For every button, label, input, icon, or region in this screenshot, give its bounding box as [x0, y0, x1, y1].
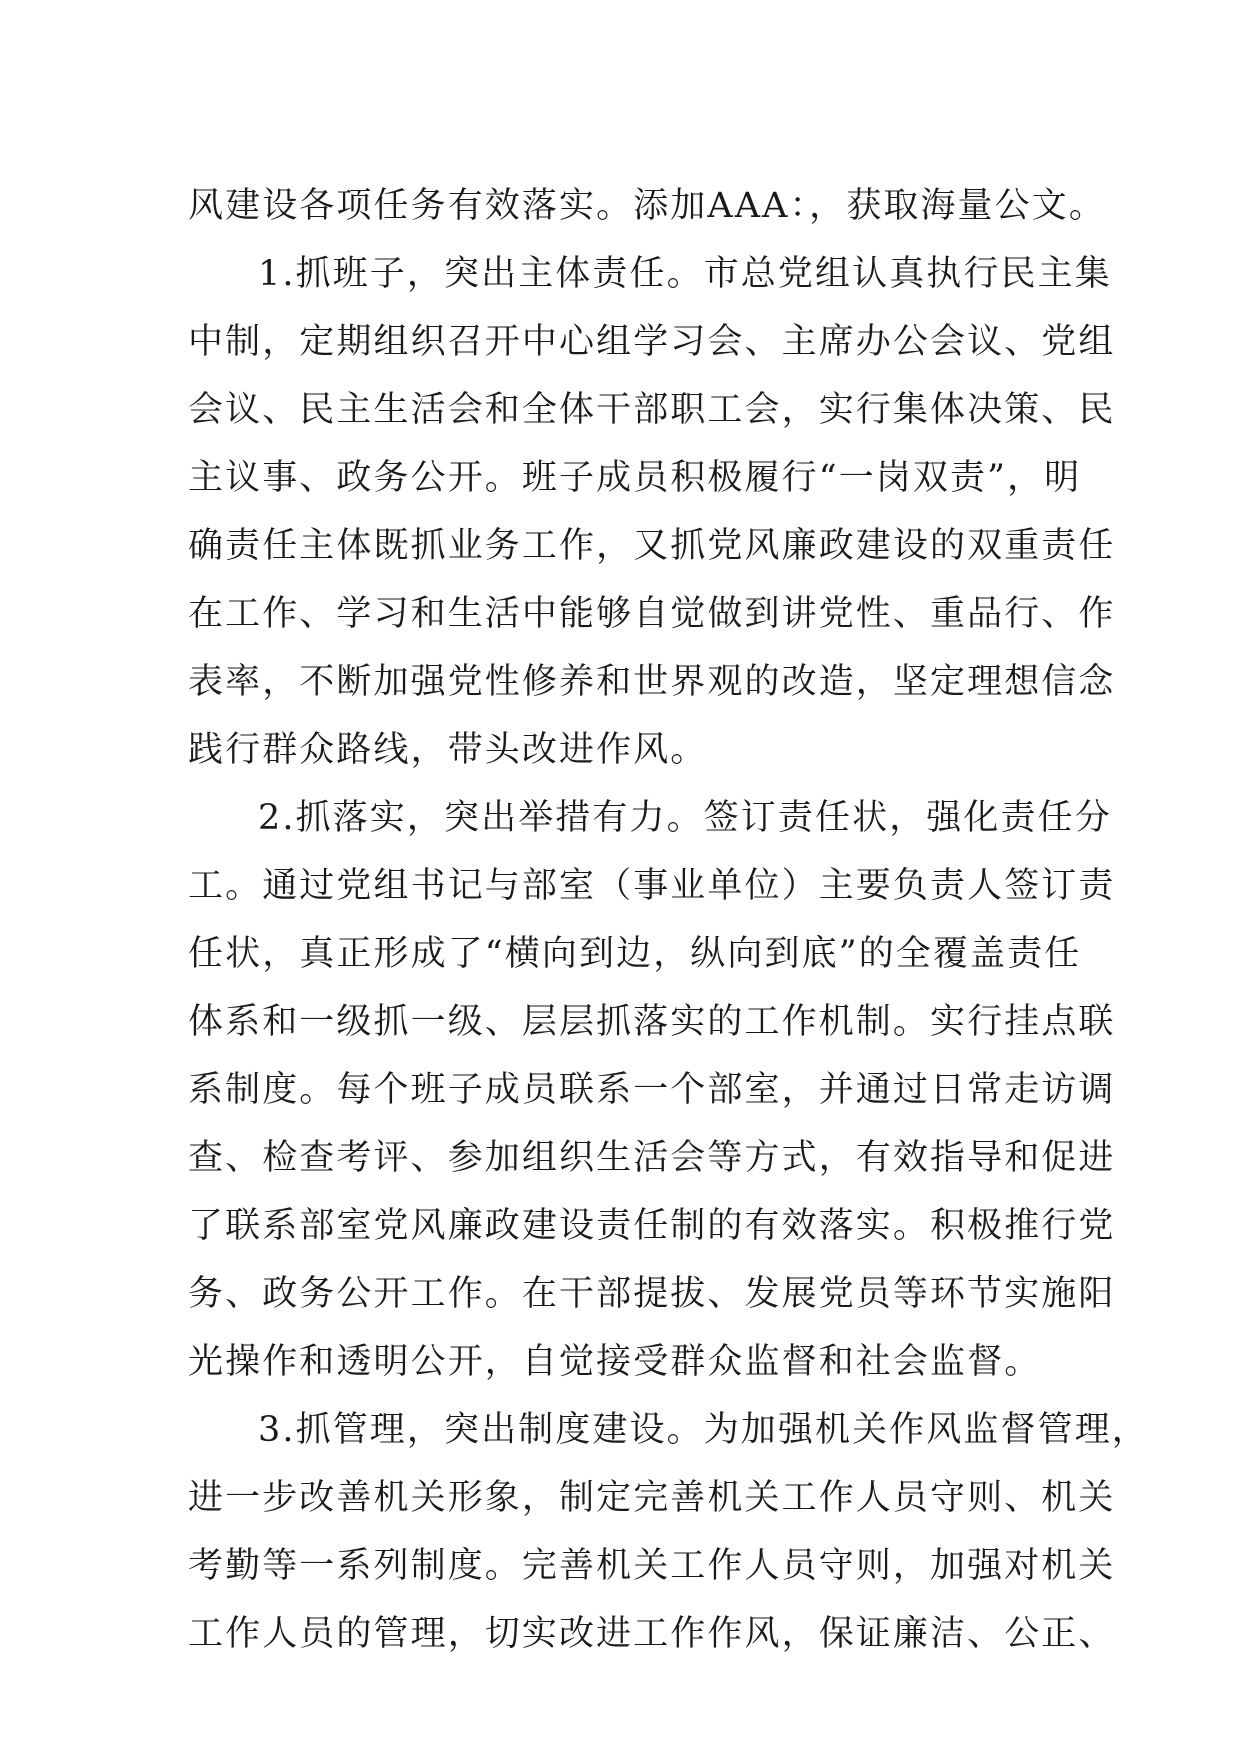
body-line: 风建设各项任务有效落实。添加AAA：，获取海量公文。: [188, 186, 1106, 226]
body-line: 查、检查考评、参加组织生活会等方式，有效指导和促进: [188, 1138, 1116, 1178]
body-line: 进一步改善机关形象，制定完善机关工作人员守则、机关: [188, 1478, 1116, 1518]
body-line: 在工作、学习和生活中能够自觉做到讲党性、重品行、作: [188, 594, 1116, 634]
body-line: 系制度。每个班子成员联系一个部室，并通过日常走访调: [188, 1070, 1116, 1110]
body-line: 确责任主体既抓业务工作，又抓党风廉政建设的双重责任: [188, 526, 1116, 566]
body-line: 工。通过党组书记与部室（事业单位）主要负责人签订责: [188, 866, 1116, 906]
body-line: 考勤等一系列制度。完善机关工作人员守则，加强对机关: [188, 1546, 1116, 1586]
paragraph-3-start: 3.抓管理，突出制度建设。为加强机关作风监督管理，: [258, 1410, 1149, 1450]
paragraph-2-start: 2.抓落实，突出举措有力。签订责任状，强化责任分: [258, 798, 1112, 838]
body-line: 务、政务公开工作。在干部提拔、发展党员等环节实施阳: [188, 1274, 1116, 1314]
body-line: 会议、民主生活会和全体干部职工会，实行集体决策、民: [188, 390, 1116, 430]
body-line: 了联系部室党风廉政建设责任制的有效落实。积极推行党: [188, 1206, 1116, 1246]
body-line: 主议事、政务公开。班子成员积极履行“一岗双责”，明: [188, 458, 1082, 498]
paragraph-1-start: 1.抓班子，突出主体责任。市总党组认真执行民主集: [258, 254, 1112, 294]
body-line: 工作人员的管理，切实改进工作作风，保证廉洁、公正、: [188, 1614, 1116, 1654]
body-line: 任状，真正形成了“横向到边，纵向到底”的全覆盖责任: [188, 934, 1082, 974]
body-line: 表率，不断加强党性修养和世界观的改造，坚定理想信念: [188, 662, 1116, 702]
body-line: 光操作和透明公开，自觉接受群众监督和社会监督。: [188, 1342, 1042, 1382]
body-line: 中制，定期组织召开中心组学习会、主席办公会议、党组: [188, 322, 1116, 362]
body-line: 践行群众路线，带头改进作风。: [188, 730, 708, 770]
document-body: [188, 172, 1149, 1668]
body-line: 体系和一级抓一级、层层抓落实的工作机制。实行挂点联: [188, 1002, 1116, 1042]
